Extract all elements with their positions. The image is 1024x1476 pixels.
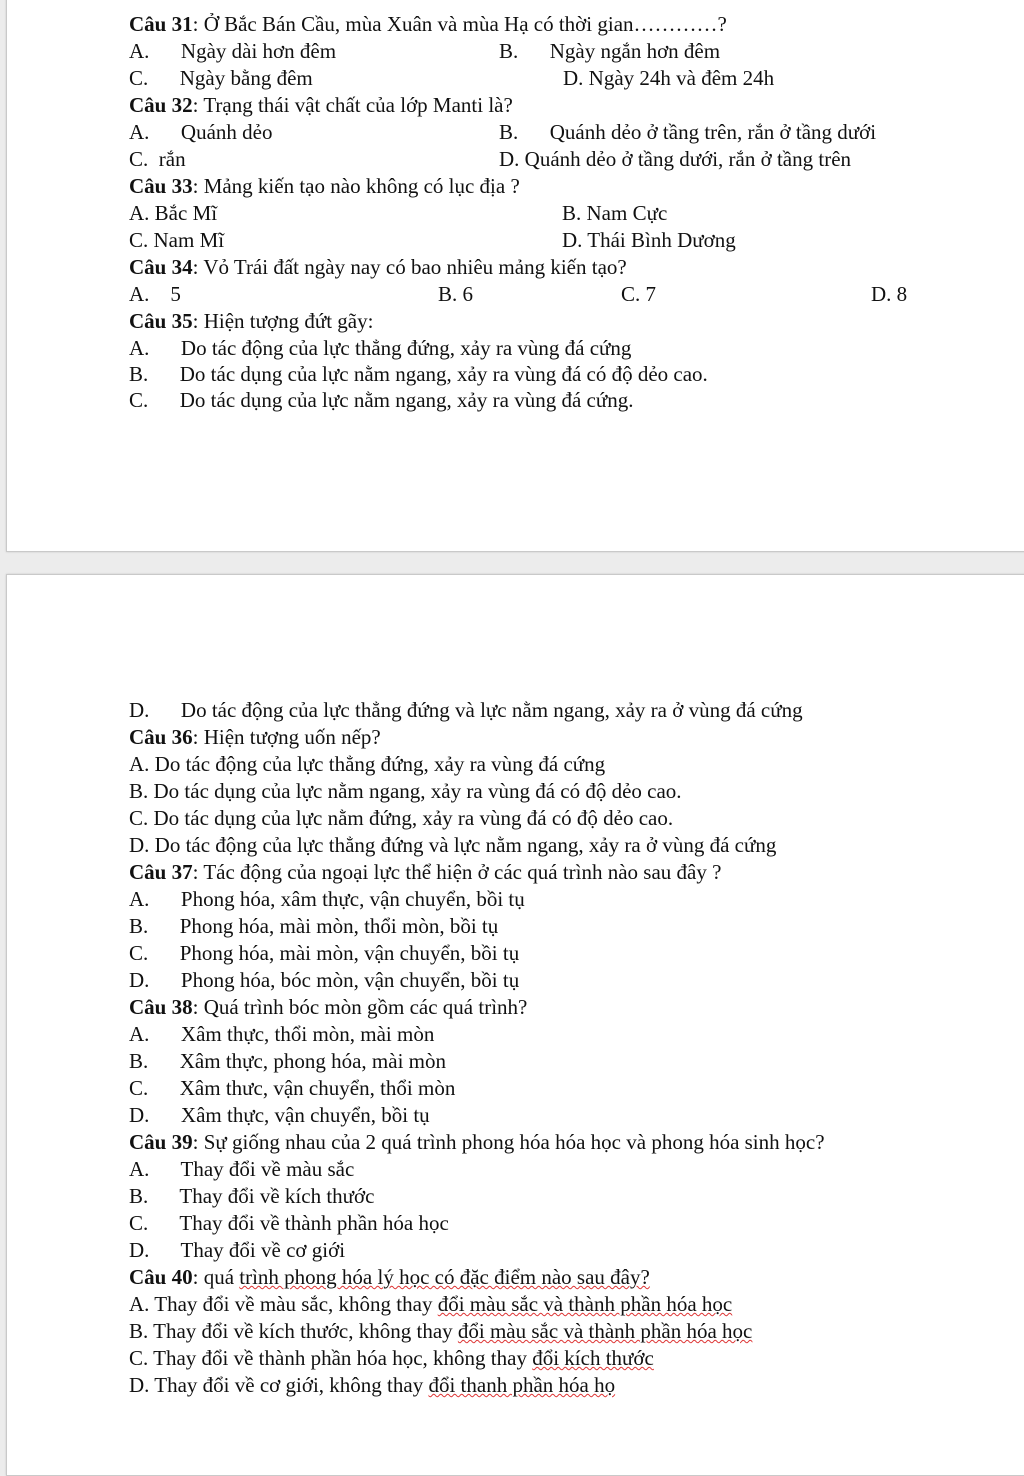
document-page-2 [6,574,1024,1476]
question-36 [129,724,381,750]
q38-option-b: B. Xâm thực, phong hóa, mài mòn [129,1049,447,1073]
question-37-label: Câu 37 [129,860,193,884]
q35-option-b: B. Do tác dụng của lực nằm ngang, xảy ra vùng đá có độ dẻo cao. [129,362,708,386]
q40-option-b-part2: đổi màu sắc và thành phần hóa học [457,1319,753,1343]
question-32-label: Câu 32 [129,93,193,117]
question-33-label: Câu 33 [129,174,193,198]
q40-option-c [129,1345,654,1371]
q32-option-a: A. Quánh dẻo [129,120,273,144]
question-39-label: Câu 39 [129,1130,193,1154]
q38-option-a: A. Xâm thực, thổi mòn, mài mòn [129,1022,435,1046]
q32-option-b: B. Quánh dẻo ở tầng trên, rắn ở tầng dưới [499,120,877,144]
q36-option-a: A. Do tác động của lực thẳng đứng, xảy ra vùng đá cứng [129,752,606,776]
q40-option-a-part2: đổi màu sắc và thành phần hóa học [437,1292,733,1316]
q37-option-d: D. Phong hóa, bóc mòn, vận chuyển, bồi tụ [129,968,520,992]
question-40-text-b: trình phong hóa lý học có đặc điểm nào sau đây? [239,1265,650,1289]
q40-option-c-part2: đổi kích thước [532,1346,654,1370]
document-page-1 [6,0,1024,552]
q40-option-a-part1: A. Thay đổi về màu sắc, không thay [129,1292,438,1316]
q35-option-a: A. Do tác động của lực thẳng đứng, xảy ra vùng đá cứng [129,336,632,360]
q39-option-c: C. Thay đổi về thành phần hóa học [129,1211,449,1235]
q38-option-c: C. Xâm thưc, vận chuyển, thổi mòn [129,1076,456,1100]
question-31-text: : Ở Bắc Bán Cầu, mùa Xuân và mùa Hạ có thời gian…………? [192,12,727,36]
q32-option-d: D. Quánh dẻo ở tầng dưới, rắn ở tầng trên [499,147,852,171]
question-32 [129,92,513,118]
question-32-text: : Trạng thái vật chất của lớp Manti là? [192,93,513,117]
question-35 [129,308,373,334]
question-31 [129,11,727,37]
q40-option-b-part1: B. Thay đổi về kích thước, không thay [129,1319,458,1343]
question-38-text: : Quá trình bóc mòn gồm các quá trình? [192,995,528,1019]
q35-option-d: D. Do tác động của lực thẳng đứng và lực nằm ngang, xảy ra ở vùng đá cứng [129,698,803,722]
q36-option-b: B. Do tác dụng của lực nằm ngang, xảy ra vùng đá có độ dẻo cao. [129,779,682,803]
q40-option-c-part1: C. Thay đổi về thành phần hóa học, không thay [129,1346,533,1370]
q37-option-b: B. Phong hóa, mài mòn, thổi mòn, bồi tụ [129,914,499,938]
q34-option-b: B. 6 [438,282,474,306]
q33-option-b: B. Nam Cực [562,201,668,225]
question-33-text: : Mảng kiến tạo nào không có lục địa ? [192,174,520,198]
q31-option-a: A. Ngày dài hơn đêm [129,39,337,63]
question-34-text: : Vỏ Trái đất ngày nay có bao nhiêu mảng kiến tạo? [192,255,627,279]
q39-option-d: D. Thay đổi về cơ giới [129,1238,346,1262]
question-37 [129,859,721,885]
question-31-label: Câu 31 [129,12,193,36]
q33-option-d: D. Thái Bình Dương [562,228,736,252]
question-39-text: : Sự giống nhau của 2 quá trình phong hóa hóa học và phong hóa sinh học? [192,1130,825,1154]
question-38 [129,994,527,1020]
q32-option-c: C. rắn [129,147,186,171]
q40-option-b [129,1318,752,1344]
q38-option-d: D. Xâm thực, vận chuyển, bồi tụ [129,1103,430,1127]
q34-option-a: A. 5 [129,282,181,306]
question-40-text-a: : quá [192,1265,240,1289]
q39-option-a: A. Thay đổi về màu sắc [129,1157,355,1181]
q40-option-d [129,1372,615,1398]
q33-option-c: C. Nam Mĩ [129,228,225,252]
q36-option-d: D. Do tác động của lực thẳng đứng và lực nằm ngang, xảy ra ở vùng đá cứng [129,833,777,857]
question-34 [129,254,627,280]
question-35-label: Câu 35 [129,309,193,333]
q37-option-a: A. Phong hóa, xâm thực, vận chuyển, bồi tụ [129,887,525,911]
q31-option-c: C. Ngày bằng đêm [129,66,313,90]
q31-option-b: B. Ngày ngắn hơn đêm [499,39,721,63]
question-39 [129,1129,825,1155]
cut-off-previous-line [7,0,1024,5]
question-38-label: Câu 38 [129,995,193,1019]
q31-option-d: D. Ngày 24h và đêm 24h [563,66,775,90]
question-36-text: : Hiện tượng uốn nếp? [192,725,381,749]
question-35-text: : Hiện tượng đứt gãy: [192,309,374,333]
q35-option-c: C. Do tác dụng của lực nằm ngang, xảy ra vùng đá cứng. [129,388,634,412]
q40-option-a [129,1291,732,1317]
question-33 [129,173,520,199]
q34-option-c: C. 7 [621,282,657,306]
question-40 [129,1264,650,1290]
question-36-label: Câu 36 [129,725,193,749]
q40-option-d-part1: D. Thay đổi về cơ giới, không thay [129,1373,429,1397]
q40-option-d-part2: đổi thanh phần hóa họ [428,1373,616,1397]
q37-option-c: C. Phong hóa, mài mòn, vận chuyển, bồi tụ [129,941,520,965]
q39-option-b: B. Thay đổi về kích thước [129,1184,375,1208]
q33-option-a: A. Bắc Mĩ [129,201,218,225]
q36-option-c: C. Do tác dụng của lực nằm đứng, xảy ra vùng đá có độ dẻo cao. [129,806,674,830]
question-37-text: : Tác động của ngoại lực thể hiện ở các quá trình nào sau đây ? [192,860,722,884]
question-34-label: Câu 34 [129,255,193,279]
question-40-label: Câu 40 [129,1265,193,1289]
q34-option-d: D. 8 [871,282,908,306]
